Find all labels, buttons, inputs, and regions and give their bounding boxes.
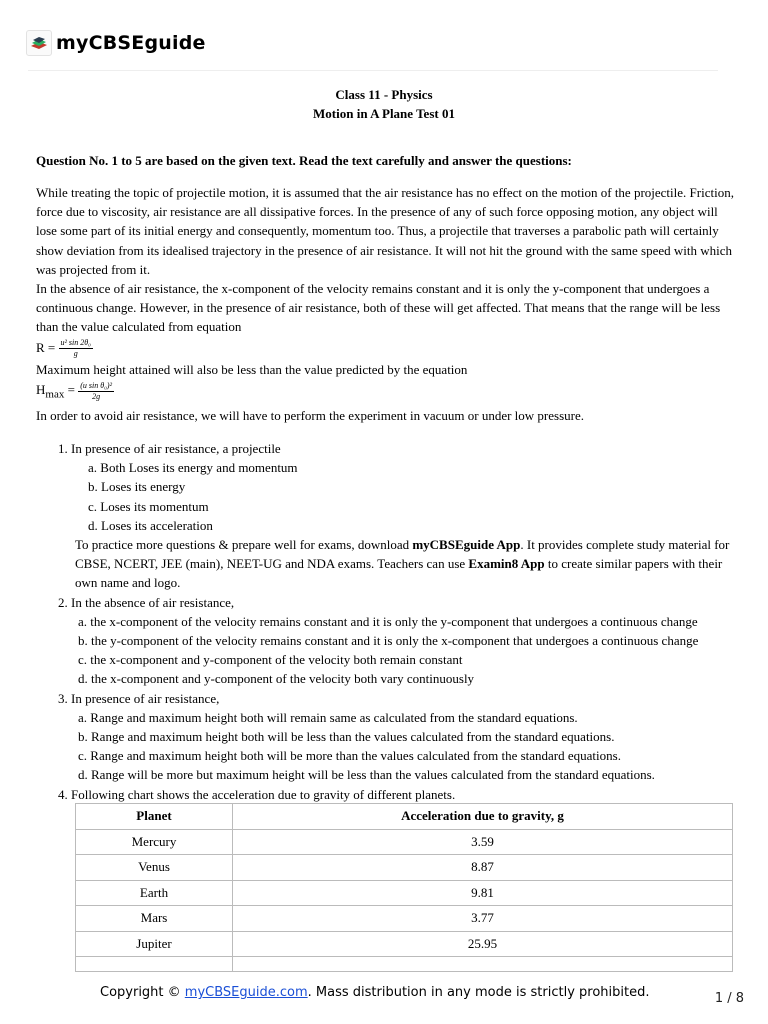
q2-option-c: c. the x-component and y-component of the velocity both remain constant (78, 652, 463, 668)
range-fraction (59, 338, 93, 359)
brand-name[interactable]: myCBSEguide (56, 32, 206, 54)
promo-text-1: To practice more questions & prepare well for exams, download (75, 537, 413, 553)
passage (36, 183, 736, 425)
gravity-cell (233, 957, 733, 972)
gravity-cell: 8.87 (233, 855, 733, 881)
passage-paragraph-2: In the absence of air resistance, the x-component of the velocity remains constant and it is only the y-component that undergoes a continuous change. However, in the presence of air resistance, both of these will get affected. That means that the range will be less than the value calculated from equation (36, 281, 721, 335)
q3-option-b: b. Range and maximum height both will be less than the values calculated from the standard equations. (78, 729, 615, 745)
q1-option-a: a. Both Loses its energy and momentum (88, 460, 298, 476)
header-divider (28, 70, 718, 71)
q1-option-c: c. Loses its momentum (88, 498, 209, 514)
table-row (76, 855, 733, 881)
q3-option-a: a. Range and maximum height both will remain same as calculated from the standard equations. (78, 709, 578, 725)
planet-cell: Venus (76, 855, 233, 881)
planet-cell: Jupiter (76, 931, 233, 957)
range-equation-lhs: R = (36, 339, 59, 355)
hmax-fraction (78, 381, 114, 402)
q3-option-c: c. Range and maximum height both will be more than the values calculated from the standard equations. (78, 748, 621, 764)
promo-examin8: Examin8 App (468, 556, 545, 572)
planet-cell: Mars (76, 906, 233, 932)
hmax-subscript: max (45, 388, 65, 401)
class-title: Class 11 - Physics (335, 87, 433, 102)
footer-link[interactable]: myCBSEguide.com (184, 985, 308, 1000)
q1-option-b: b. Loses its energy (88, 479, 186, 495)
table-row (76, 906, 733, 932)
page-number: 1 / 8 (714, 991, 744, 1006)
footer-prefix: Copyright © (100, 985, 185, 1000)
planet-cell (76, 957, 233, 972)
range-equation (36, 338, 736, 360)
range-denominator: g (73, 349, 78, 359)
footer (100, 985, 649, 1000)
gravity-cell: 9.81 (233, 880, 733, 906)
planet-cell: Earth (76, 880, 233, 906)
gravity-cell: 3.59 (233, 829, 733, 855)
table-row (76, 829, 733, 855)
q2-option-d: d. the x-component and y-component of the velocity both vary continuously (78, 671, 475, 687)
passage-paragraph-1: While treating the topic of projectile motion, it is assumed that the air resistance has no effect on the motion of the projectile. Friction, force due to viscosity, air resistance are all dissipative forces. In the presence of any of such force opposing motion, any object will lose some part of its initial energy and consequently, momentum too. Thus, a projectile that traverses a parabolic path will certainly show deviation from its idealised trajectory in the presence of air resistance. It will not hit the ground with the same speed with which was projected from it. (36, 185, 734, 277)
hmax-lhs: H (36, 382, 46, 398)
gravity-cell: 25.95 (233, 931, 733, 957)
gravity-table (75, 803, 733, 972)
gravity-cell: 3.77 (233, 906, 733, 932)
table-header-row (76, 804, 733, 830)
q3-option-d: d. Range will be more but maximum height will be less than the values calculated from the standard equations. (78, 767, 655, 783)
hmax-equation (36, 380, 736, 405)
promo-text-3: to create similar papers with their own name and logo. (75, 556, 723, 591)
hmax-denominator: 2g (92, 391, 101, 401)
table-row (76, 880, 733, 906)
table-row (76, 931, 733, 957)
header-gravity: Acceleration due to gravity, g (233, 804, 733, 830)
question-2: 2. In the absence of air resistance, (58, 594, 235, 610)
logo-icon (26, 30, 52, 56)
hmax-equals: = (64, 382, 79, 398)
promo-text-2: . It provides complete study material for CBSE, NCERT, JEE (main), NEET-UG and NDA exams. Teachers can use (75, 537, 730, 572)
question-4: 4. Following chart shows the acceleration due to gravity of different planets. (58, 786, 456, 802)
promo-text (58, 535, 735, 593)
test-title: Motion in A Plane Test 01 (313, 106, 455, 121)
q2-option-a: a. the x-component of the velocity remains constant and it is only the y-component that undergoes a continuous change (78, 613, 698, 629)
passage-paragraph-3: Maximum height attained will also be less than the value predicted by the equation (36, 362, 468, 378)
planet-cell: Mercury (76, 829, 233, 855)
promo-app-name: myCBSEguide App (412, 537, 521, 553)
header-planet: Planet (76, 804, 233, 830)
range-numerator: u² sin 2θ₀ (60, 338, 91, 348)
q1-option-d: d. Loses its acceleration (88, 517, 213, 533)
hmax-numerator: (u sin θ₀)² (80, 380, 112, 390)
footer-suffix: . Mass distribution in any mode is strictly prohibited. (307, 985, 650, 1000)
instruction: Question No. 1 to 5 are based on the given text. Read the text carefully and answer the questions: (36, 153, 572, 168)
q2-option-b: b. the y-component of the velocity remains constant and it is only the x-component that undergoes a continuous change (78, 633, 699, 649)
question-1: 1. In presence of air resistance, a projectile (58, 441, 281, 456)
question-3: 3. In presence of air resistance, (58, 690, 220, 706)
site-header (26, 30, 206, 56)
table-row (76, 957, 733, 972)
passage-paragraph-4: In order to avoid air resistance, we will have to perform the experiment in vacuum or under low pressure. (36, 408, 584, 424)
question-list (58, 439, 748, 804)
